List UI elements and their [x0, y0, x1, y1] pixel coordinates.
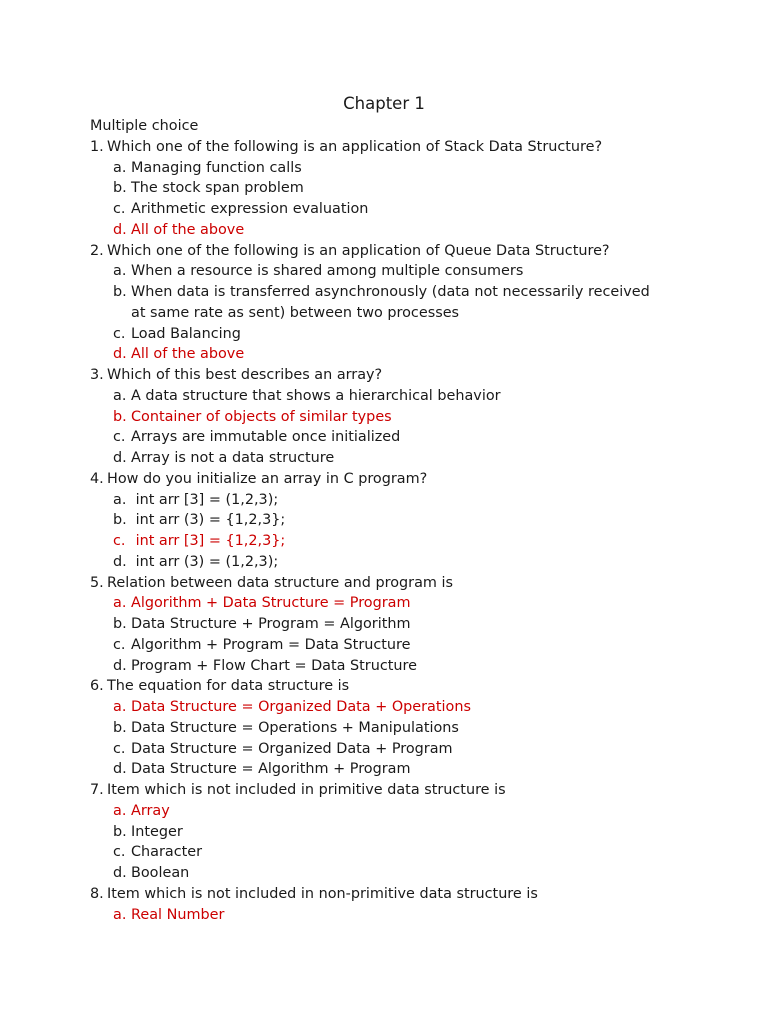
option-text: Arithmetic expression evaluation: [131, 201, 369, 217]
question-label: Which of this best describes an array?: [107, 367, 383, 383]
option-letter: d.: [113, 553, 127, 570]
option: [90, 759, 730, 780]
option-text: Data Structure = Organized Data + Program: [131, 740, 453, 757]
option-letter: d.: [113, 761, 127, 778]
option-letter: d.: [113, 657, 127, 674]
option-text: Arrays are immutable once initialized: [131, 429, 401, 446]
option-letter: b.: [113, 512, 127, 529]
question-label: How do you initialize an array in C program?: [107, 470, 428, 487]
question-text: [90, 780, 730, 801]
option: [90, 510, 730, 531]
question-label: Which one of the following is an application of Queue Data Structure?: [107, 242, 610, 259]
option-letter: b.: [113, 180, 127, 197]
answer-option: [90, 593, 730, 614]
option-letter: b.: [113, 616, 127, 632]
question-text: [90, 469, 730, 490]
option-letter: a.: [113, 802, 127, 819]
option-letter: b.: [113, 284, 127, 300]
question-list: [90, 137, 730, 926]
option-text: When data is transferred asynchronously (data not necessarily received: [131, 284, 650, 300]
option-text: Container of objects of similar types: [131, 408, 392, 425]
option-letter: d.: [113, 450, 127, 466]
option: [90, 324, 730, 345]
option: [90, 158, 730, 179]
option-letter: a.: [113, 263, 127, 280]
question-number: 8.: [90, 885, 104, 902]
option: [90, 448, 730, 469]
section-heading: Multiple choice: [90, 118, 199, 134]
option-text: Real Number: [131, 906, 225, 923]
option: [90, 552, 730, 573]
question-text: [90, 676, 730, 697]
option: [90, 822, 730, 843]
option-text: Array: [131, 802, 170, 819]
answer-option: [90, 697, 730, 718]
page-title: Chapter 1: [343, 94, 425, 113]
option-text: Algorithm + Program = Data Structure: [131, 636, 411, 653]
option: [90, 656, 730, 677]
option-text: The stock span problem: [131, 180, 304, 197]
option-letter: c.: [113, 740, 126, 757]
answer-option: [90, 905, 730, 926]
option: [90, 635, 730, 656]
question-number: 4.: [90, 470, 104, 487]
answer-option: [90, 801, 730, 822]
option-letter: c.: [113, 201, 126, 217]
question-block: [90, 137, 730, 241]
answer-option: [90, 407, 730, 428]
question-text: [90, 573, 730, 594]
option-text: Character: [131, 844, 203, 861]
option-text: Integer: [131, 823, 183, 840]
answer-option: [90, 220, 730, 241]
option-text: Algorithm + Data Structure = Program: [131, 595, 411, 612]
option-letter: c.: [113, 429, 126, 446]
option-letter: c.: [113, 636, 126, 653]
question-text: [90, 365, 730, 386]
question-number: 3.: [90, 367, 104, 383]
option: [90, 718, 730, 739]
option-letter: b.: [113, 823, 127, 840]
option-letter: c.: [113, 844, 126, 861]
question-text: [90, 241, 730, 262]
question-number: 5.: [90, 574, 104, 591]
question-block: [90, 469, 730, 573]
question-number: 6.: [90, 678, 104, 695]
option-letter: d.: [113, 865, 127, 881]
question-label: Item which is not included in non-primitive data structure is: [107, 885, 538, 902]
answer-option: [90, 344, 730, 365]
option-text: int arr (3) = (1,2,3);: [131, 553, 279, 570]
option: [90, 427, 730, 448]
option-letter: a.: [113, 387, 127, 404]
question-text: [90, 137, 730, 158]
option-letter: d.: [113, 221, 127, 238]
question-block: [90, 884, 730, 926]
question-block: [90, 573, 730, 677]
option: [90, 863, 730, 884]
question-text: [90, 884, 730, 905]
option-text-continued: at same rate as sent) between two processes: [131, 304, 460, 321]
option: [90, 178, 730, 199]
option-letter: a.: [113, 159, 127, 176]
option-letter: a.: [113, 699, 127, 715]
question-label: The equation for data structure is: [107, 678, 350, 695]
option-letter: b.: [113, 408, 127, 425]
option: [90, 386, 730, 407]
option-text: Boolean: [131, 865, 190, 881]
question-block: [90, 365, 730, 469]
question-label: Item which is not included in primitive data structure is: [107, 782, 506, 798]
option: [90, 490, 730, 511]
question-number: 7.: [90, 782, 104, 798]
option-letter: a.: [113, 491, 127, 508]
option-text: Data Structure + Program = Algorithm: [131, 616, 411, 632]
option: [90, 261, 730, 282]
option-text: Data Structure = Operations + Manipulations: [131, 719, 459, 736]
question-block: [90, 780, 730, 884]
question-number: 1.: [90, 138, 104, 155]
option-text: Array is not a data structure: [131, 450, 335, 466]
question-number: 2.: [90, 242, 104, 259]
question-block: [90, 676, 730, 780]
option-text: int arr [3] = {1,2,3};: [131, 533, 286, 549]
option-text: Load Balancing: [131, 325, 241, 342]
option-letter: a.: [113, 906, 127, 923]
option-text: Data Structure = Algorithm + Program: [131, 761, 411, 778]
option-text: int arr (3) = {1,2,3};: [131, 512, 286, 529]
option-letter: c.: [113, 325, 126, 342]
option: [90, 199, 730, 220]
question-block: [90, 241, 730, 366]
option-letter: d.: [113, 346, 127, 363]
option-text: Data Structure = Organized Data + Operations: [131, 699, 471, 715]
quiz-content: [90, 116, 730, 925]
option: [90, 282, 730, 303]
option-text: Managing function calls: [131, 159, 302, 176]
option-text: When a resource is shared among multiple consumers: [131, 263, 524, 280]
option-letter: b.: [113, 719, 127, 736]
option-text: Program + Flow Chart = Data Structure: [131, 657, 417, 674]
question-label: Which one of the following is an application of Stack Data Structure?: [107, 138, 603, 155]
option: [90, 842, 730, 863]
option-text: All of the above: [131, 346, 245, 363]
option-letter: c.: [113, 533, 126, 549]
answer-option: [90, 531, 730, 552]
option: [90, 739, 730, 760]
option-text: int arr [3] = (1,2,3);: [131, 491, 279, 508]
option-text: All of the above: [131, 221, 245, 238]
option: [90, 614, 730, 635]
question-label: Relation between data structure and program is: [107, 574, 453, 591]
option-letter: a.: [113, 595, 127, 612]
option-text: A data structure that shows a hierarchical behavior: [131, 387, 501, 404]
